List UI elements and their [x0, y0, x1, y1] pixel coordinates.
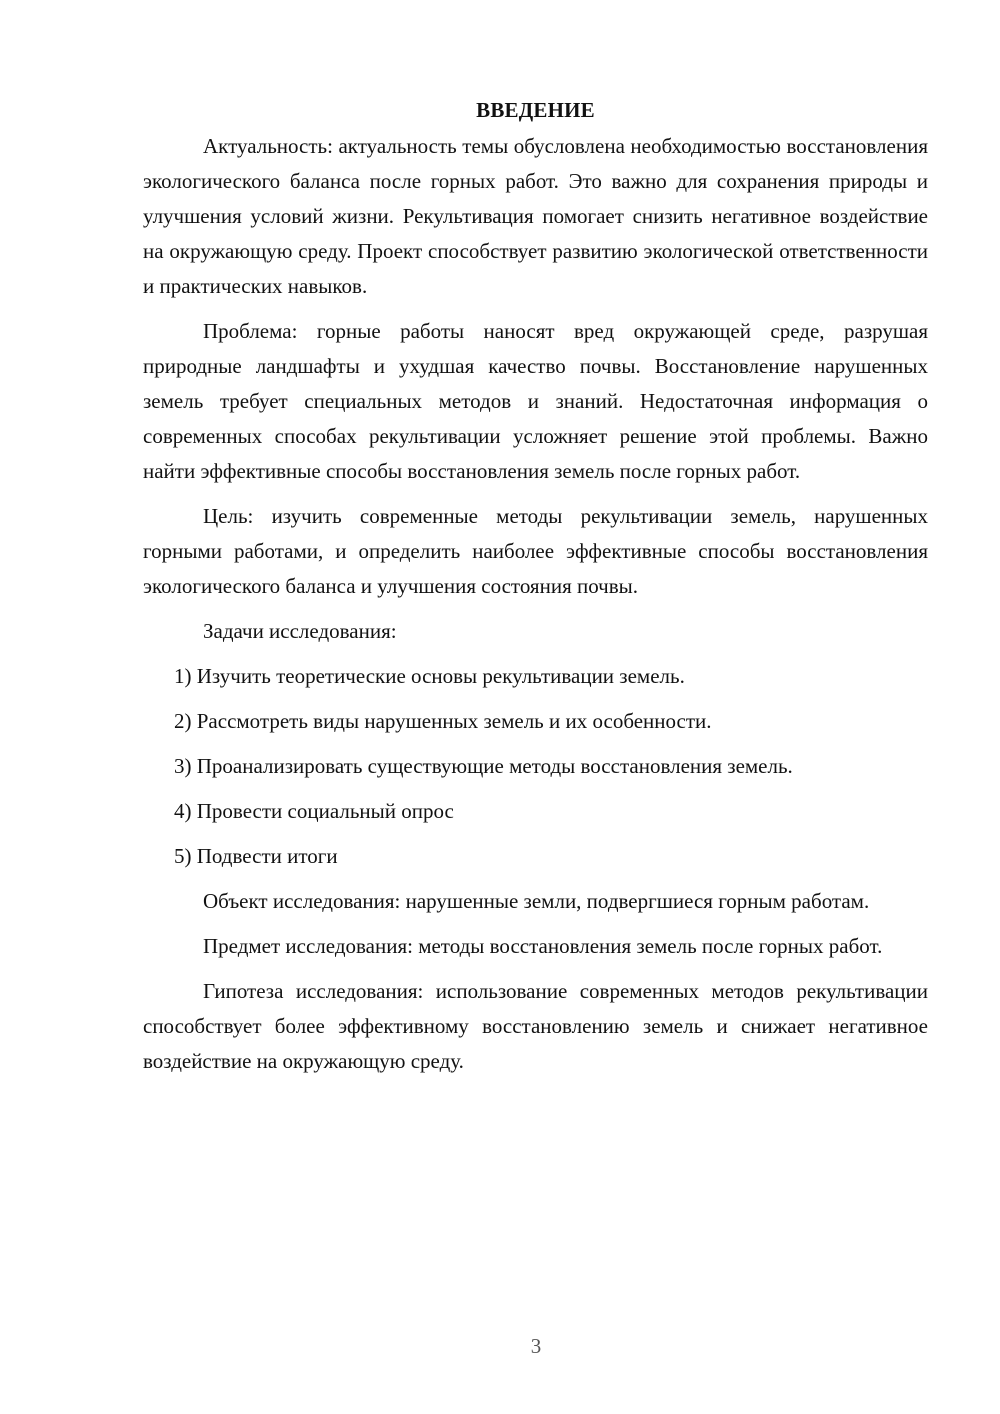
tasks-title: Задачи исследования:: [203, 619, 397, 643]
task-item: 1) Изучить теоретические основы рекультивации земель.: [174, 664, 685, 688]
task-item: 5) Подвести итоги: [174, 844, 338, 868]
hypothesis-paragraph: Гипотеза исследования: использование современных методов рекультивации способствует более эффективному восстановлению земель и снижает негативное воздействие на окружающую среду.: [143, 979, 928, 1073]
problem-paragraph: Проблема: горные работы наносят вред окружающей среде, разрушая природные ландшафты и ухудшая качество почвы. Восстановление нарушенных земель требует специальных методов и знаний. Недостаточная информация о современных способах рекультивации усложняет решение этой проблемы. Важно найти эффективные способы восстановления земель после горных работ.: [143, 319, 928, 483]
task-item: 3) Проанализировать существующие методы восстановления земель.: [174, 754, 793, 778]
page-content: [143, 92, 928, 1089]
page-number: 3: [530, 1334, 542, 1358]
task-item: 2) Рассмотреть виды нарушенных земель и их особенности.: [174, 709, 712, 733]
task-list: [143, 659, 928, 874]
goal-paragraph: Цель: изучить современные методы рекультивации земель, нарушенных горными работами, и определить наиболее эффективные способы восстановления экологического баланса и улучшения состояния почвы.: [143, 504, 928, 598]
subject-paragraph: Предмет исследования: методы восстановления земель после горных работ.: [203, 934, 883, 958]
object-paragraph: Объект исследования: нарушенные земли, подвергшиеся горным работам.: [203, 889, 870, 913]
relevance-paragraph: Актуальность: актуальность темы обусловлена необходимостью восстановления экологического баланса после горных работ. Это важно для сохранения природы и улучшения условий жизни. Рекультивация помогает снизить негативное воздействие на окружающую среду. Проект способствует развитию экологической ответственности и практических навыков.: [143, 134, 928, 298]
task-item: 4) Провести социальный опрос: [174, 799, 454, 823]
page-heading: ВВЕДЕНИЕ: [476, 98, 595, 122]
